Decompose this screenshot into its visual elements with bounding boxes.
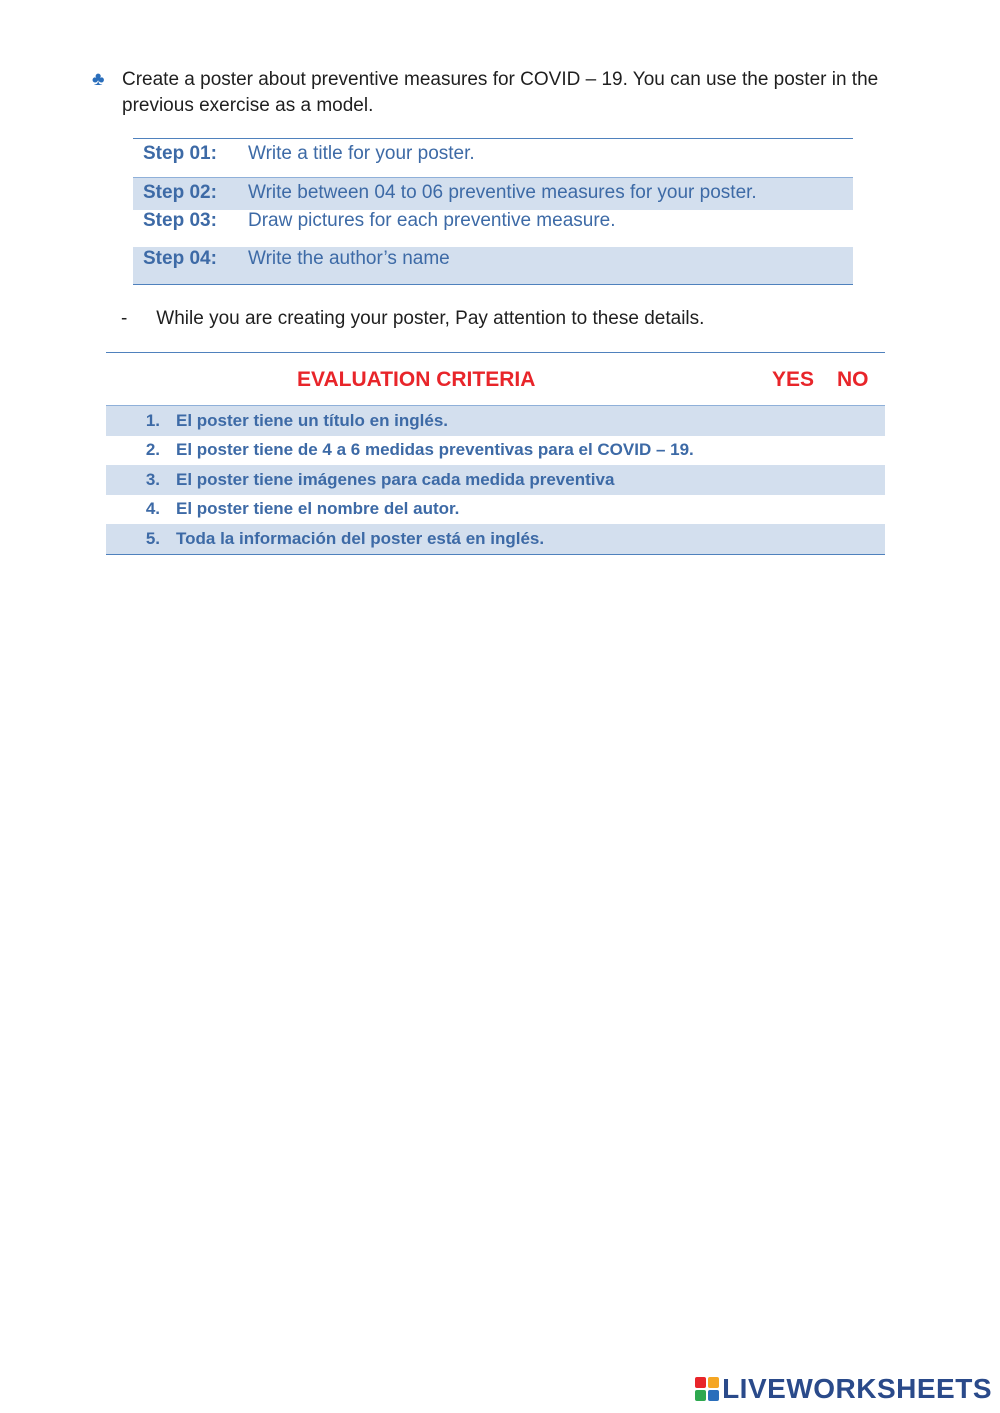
criteria-text: El poster tiene un título en inglés. [176,410,449,430]
criteria-number: 1. [145,410,160,430]
step-text: Write a title for your poster. [248,143,475,164]
criteria-row [106,436,885,466]
criteria-row [106,524,885,554]
criteria-title: EVALUATION CRITERIA [297,368,536,391]
step-text: Draw pictures for each preventive measure. [248,210,616,231]
criteria-text: El poster tiene de 4 a 6 medidas preventivas para el COVID – 19. [176,440,694,460]
logo-square-red [695,1377,706,1388]
criteria-row [106,495,885,525]
club-icon: ♣ [92,69,105,90]
step-row [133,177,853,210]
step-text: Write the author’s name [248,248,450,269]
logo-square-green [695,1390,706,1401]
no-column-header: NO [837,368,869,391]
liveworksheets-logo[interactable] [695,1373,992,1405]
instruction-text: Create a poster about preventive measures for COVID – 19. You can use the poster in the previous exercise as a model. [122,69,879,116]
steps-table [133,138,853,285]
step-label: Step 04: [143,248,217,269]
criteria-text: Toda la información del poster está en inglés. [176,528,545,548]
note-text: While you are creating your poster, Pay attention to these details. [156,308,705,329]
criteria-row [106,465,885,495]
criteria-header [106,353,885,406]
criteria-number: 2. [145,440,160,460]
logo-square-orange [708,1377,719,1388]
step-label: Step 02: [143,182,217,203]
criteria-number: 5. [145,528,160,548]
step-row [133,139,853,177]
logo-square-blue [708,1390,719,1401]
criteria-number: 3. [145,469,160,489]
step-row [133,247,853,284]
step-text: Write between 04 to 06 preventive measures for your poster. [248,182,757,203]
logo-text: LIVEWORKSHEETS [722,1373,992,1404]
step-label: Step 01: [143,143,217,164]
liveworksheets-logo-icon [695,1377,719,1401]
instruction-paragraph [92,67,942,119]
criteria-text: El poster tiene imágenes para cada medida preventiva [176,469,615,489]
criteria-row [106,406,885,436]
yes-column-header: YES [772,368,815,391]
step-row [133,210,853,247]
criteria-number: 4. [145,499,160,519]
dash-marker: - [121,308,128,329]
criteria-text: El poster tiene el nombre del autor. [176,499,460,519]
evaluation-criteria-table [106,352,885,555]
note-line [121,308,704,330]
step-label: Step 03: [143,210,217,231]
